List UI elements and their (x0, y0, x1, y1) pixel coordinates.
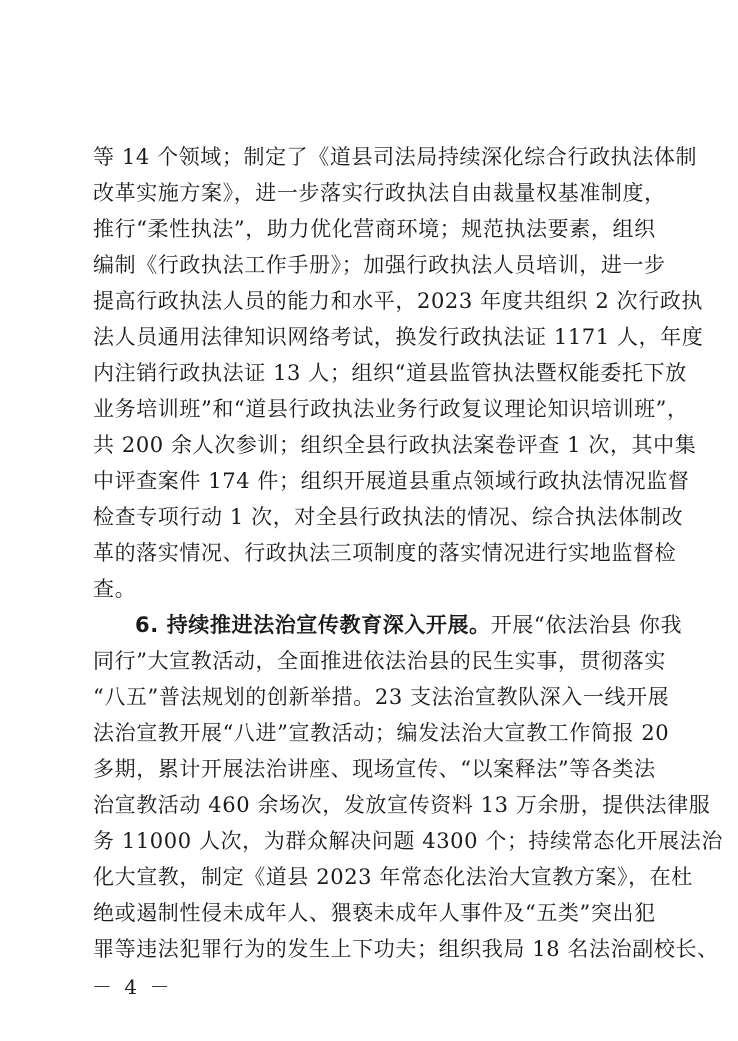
paragraph-line: 法治宣教开展“八进”宣教活动；编发法治大宣教工作简报 20 (93, 721, 670, 745)
paragraph-line: 罪等违法犯罪行为的发生上下功夫；组织我局 18 名法治副校长、 (93, 937, 719, 961)
paragraph-line: 推行“柔性执法”，助力优化营商环境；规范执法要素，组织 (93, 217, 656, 241)
paragraph-line: 编制《行政执法工作手册》；加强行政执法人员培训，进一步 (93, 253, 666, 277)
paragraph-line: 治宣教活动 460 余场次，发放宣传资料 13 万余册，提供法律服 (93, 793, 711, 817)
paragraph-line: 同行”大宣教活动，全面推进依法治县的民生实事，贯彻落实 (93, 649, 666, 673)
paragraph-line: 查。 (93, 577, 137, 601)
paragraph-line: 革的落实情况、行政执法三项制度的落实情况进行实地监督检 (93, 541, 677, 565)
paragraph-line: 改革实施方案》，进一步落实行政执法自由裁量权基准制度， (93, 181, 666, 205)
paragraph-line: “八五”普法规划的创新举措。23 支法治宣教队深入一线开展 (93, 685, 670, 709)
paragraph-line: 法人员通用法律知识网络考试，换发行政执法证 1171 人，年度 (93, 325, 704, 349)
paragraph-line: 绝或遏制性侵未成年人、猥亵未成年人事件及“五类”突出犯 (93, 901, 656, 925)
paragraph-line: 内注销行政执法证 13 人；组织“道县监管执法暨权能委托下放 (93, 361, 687, 385)
paragraph-line: 检查专项行动 1 次，对全县行政执法的情况、综合执法体制改 (93, 505, 684, 529)
section-heading-continuation: 开展“依法治县 你我 (490, 613, 683, 637)
paragraph-line: 共 200 余人次参训；组织全县行政执法案卷评查 1 次，其中集 (93, 433, 697, 457)
paragraph-line: 等 14 个领域；制定了《道县司法局持续深化综合行政执法体制 (93, 145, 698, 169)
paragraph-line: 多期，累计开展法治讲座、现场宣传、“以案释法”等各类法 (93, 757, 656, 781)
section-heading: 6. 持续推进法治宣传教育深入开展。 (135, 613, 491, 637)
paragraph-line: 化大宣教，制定《道县 2023 年常态化法治大宣教方案》，在杜 (93, 865, 693, 889)
paragraph-line: 提高行政执法人员的能力和水平，2023 年度共组织 2 次行政执 (93, 289, 704, 313)
paragraph-line: 业务培训班”和“道县行政执法业务行政复议理论知识培训班”， (93, 397, 689, 421)
section-heading-line (135, 607, 683, 643)
paragraph-line: 中评查案件 174 件；组织开展道县重点领域行政执法情况监督 (93, 469, 690, 493)
paragraph-line: 务 11000 人次，为群众解决问题 4300 个；持续常态化开展法治 (93, 829, 723, 853)
page-number: － 4 － (92, 975, 173, 999)
